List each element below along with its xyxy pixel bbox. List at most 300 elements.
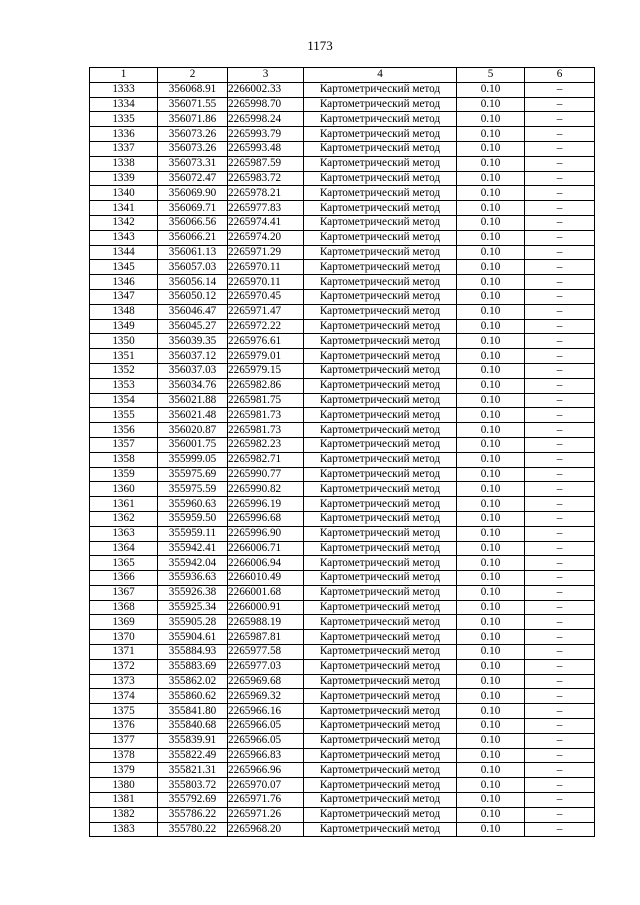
method-cell: Картометрический метод	[304, 82, 457, 97]
point-number-cell: 1335	[90, 112, 158, 127]
note-cell: –	[525, 423, 595, 438]
y-coordinate-cell: 2265998.70	[228, 97, 304, 112]
table-row	[90, 363, 595, 378]
table-row	[90, 408, 595, 423]
note-cell: –	[525, 719, 595, 734]
y-coordinate-cell: 2266001.68	[228, 585, 304, 600]
point-number-cell: 1378	[90, 748, 158, 763]
note-cell: –	[525, 615, 595, 630]
method-cell: Картометрический метод	[304, 393, 457, 408]
method-cell: Картометрический метод	[304, 733, 457, 748]
table-row	[90, 600, 595, 615]
accuracy-cell: 0.10	[457, 186, 525, 201]
x-coordinate-cell: 356021.88	[158, 393, 228, 408]
method-cell: Картометрический метод	[304, 600, 457, 615]
note-cell: –	[525, 112, 595, 127]
x-coordinate-cell: 356069.90	[158, 186, 228, 201]
y-coordinate-cell: 2265993.79	[228, 127, 304, 142]
note-cell: –	[525, 275, 595, 290]
y-coordinate-cell: 2265977.03	[228, 659, 304, 674]
x-coordinate-cell: 355925.34	[158, 600, 228, 615]
method-cell: Картометрический метод	[304, 585, 457, 600]
point-number-cell: 1364	[90, 541, 158, 556]
x-coordinate-cell: 356020.87	[158, 423, 228, 438]
method-cell: Картометрический метод	[304, 452, 457, 467]
table-row	[90, 156, 595, 171]
note-cell: –	[525, 556, 595, 571]
note-cell: –	[525, 127, 595, 142]
accuracy-cell: 0.10	[457, 615, 525, 630]
x-coordinate-cell: 355975.69	[158, 467, 228, 482]
point-number-cell: 1350	[90, 334, 158, 349]
accuracy-cell: 0.10	[457, 793, 525, 808]
table-row	[90, 733, 595, 748]
table-row	[90, 423, 595, 438]
accuracy-cell: 0.10	[457, 541, 525, 556]
x-coordinate-cell: 355792.69	[158, 793, 228, 808]
method-cell: Картометрический метод	[304, 334, 457, 349]
accuracy-cell: 0.10	[457, 600, 525, 615]
x-coordinate-cell: 356071.55	[158, 97, 228, 112]
table-row	[90, 704, 595, 719]
point-number-cell: 1374	[90, 689, 158, 704]
x-coordinate-cell: 356066.56	[158, 215, 228, 230]
table-body	[90, 82, 595, 837]
y-coordinate-cell: 2265970.11	[228, 260, 304, 275]
accuracy-cell: 0.10	[457, 245, 525, 260]
accuracy-cell: 0.10	[457, 763, 525, 778]
point-number-cell: 1347	[90, 289, 158, 304]
y-coordinate-cell: 2265996.90	[228, 526, 304, 541]
point-number-cell: 1338	[90, 156, 158, 171]
accuracy-cell: 0.10	[457, 423, 525, 438]
point-number-cell: 1354	[90, 393, 158, 408]
method-cell: Картометрический метод	[304, 171, 457, 186]
accuracy-cell: 0.10	[457, 408, 525, 423]
note-cell: –	[525, 763, 595, 778]
point-number-cell: 1381	[90, 793, 158, 808]
x-coordinate-cell: 356057.03	[158, 260, 228, 275]
accuracy-cell: 0.10	[457, 437, 525, 452]
y-coordinate-cell: 2265968.20	[228, 822, 304, 837]
table-row	[90, 171, 595, 186]
note-cell: –	[525, 659, 595, 674]
method-cell: Картометрический метод	[304, 141, 457, 156]
point-number-cell: 1375	[90, 704, 158, 719]
note-cell: –	[525, 363, 595, 378]
method-cell: Картометрический метод	[304, 526, 457, 541]
y-coordinate-cell: 2265978.21	[228, 186, 304, 201]
point-number-cell: 1345	[90, 260, 158, 275]
table-row	[90, 319, 595, 334]
point-number-cell: 1343	[90, 230, 158, 245]
method-cell: Картометрический метод	[304, 778, 457, 793]
x-coordinate-cell: 355884.93	[158, 645, 228, 660]
accuracy-cell: 0.10	[457, 319, 525, 334]
x-coordinate-cell: 356037.03	[158, 363, 228, 378]
y-coordinate-cell: 2265987.59	[228, 156, 304, 171]
method-cell: Картометрический метод	[304, 215, 457, 230]
point-number-cell: 1339	[90, 171, 158, 186]
x-coordinate-cell: 356071.86	[158, 112, 228, 127]
point-number-cell: 1336	[90, 127, 158, 142]
note-cell: –	[525, 674, 595, 689]
accuracy-cell: 0.10	[457, 822, 525, 837]
y-coordinate-cell: 2265966.05	[228, 719, 304, 734]
note-cell: –	[525, 467, 595, 482]
table-row	[90, 526, 595, 541]
table-row	[90, 437, 595, 452]
y-coordinate-cell: 2265970.11	[228, 275, 304, 290]
point-number-cell: 1367	[90, 585, 158, 600]
y-coordinate-cell: 2265981.73	[228, 408, 304, 423]
accuracy-cell: 0.10	[457, 349, 525, 364]
point-number-cell: 1366	[90, 571, 158, 586]
table-row	[90, 304, 595, 319]
accuracy-cell: 0.10	[457, 112, 525, 127]
point-number-cell: 1334	[90, 97, 158, 112]
x-coordinate-cell: 355780.22	[158, 822, 228, 837]
y-coordinate-cell: 2265966.83	[228, 748, 304, 763]
table-row	[90, 201, 595, 216]
accuracy-cell: 0.10	[457, 378, 525, 393]
note-cell: –	[525, 689, 595, 704]
method-cell: Картометрический метод	[304, 571, 457, 586]
accuracy-cell: 0.10	[457, 807, 525, 822]
y-coordinate-cell: 2266006.71	[228, 541, 304, 556]
y-coordinate-cell: 2266006.94	[228, 556, 304, 571]
accuracy-cell: 0.10	[457, 127, 525, 142]
accuracy-cell: 0.10	[457, 659, 525, 674]
point-number-cell: 1383	[90, 822, 158, 837]
note-cell: –	[525, 156, 595, 171]
method-cell: Картометрический метод	[304, 230, 457, 245]
y-coordinate-cell: 2265979.01	[228, 349, 304, 364]
accuracy-cell: 0.10	[457, 230, 525, 245]
accuracy-cell: 0.10	[457, 497, 525, 512]
method-cell: Картометрический метод	[304, 437, 457, 452]
point-number-cell: 1342	[90, 215, 158, 230]
method-cell: Картометрический метод	[304, 748, 457, 763]
x-coordinate-cell: 356066.21	[158, 230, 228, 245]
point-number-cell: 1341	[90, 201, 158, 216]
accuracy-cell: 0.10	[457, 704, 525, 719]
x-coordinate-cell: 356073.26	[158, 127, 228, 142]
method-cell: Картометрический метод	[304, 186, 457, 201]
point-number-cell: 1380	[90, 778, 158, 793]
note-cell: –	[525, 704, 595, 719]
note-cell: –	[525, 245, 595, 260]
point-number-cell: 1360	[90, 482, 158, 497]
x-coordinate-cell: 356050.12	[158, 289, 228, 304]
point-number-cell: 1368	[90, 600, 158, 615]
x-coordinate-cell: 356021.48	[158, 408, 228, 423]
note-cell: –	[525, 571, 595, 586]
point-number-cell: 1361	[90, 497, 158, 512]
note-cell: –	[525, 482, 595, 497]
x-coordinate-cell: 355905.28	[158, 615, 228, 630]
method-cell: Картометрический метод	[304, 304, 457, 319]
table-row	[90, 748, 595, 763]
x-coordinate-cell: 356039.35	[158, 334, 228, 349]
x-coordinate-cell: 355841.80	[158, 704, 228, 719]
method-cell: Картометрический метод	[304, 556, 457, 571]
y-coordinate-cell: 2265969.32	[228, 689, 304, 704]
note-cell: –	[525, 378, 595, 393]
y-coordinate-cell: 2265981.75	[228, 393, 304, 408]
table-row	[90, 571, 595, 586]
y-coordinate-cell: 2265971.47	[228, 304, 304, 319]
x-coordinate-cell: 356061.13	[158, 245, 228, 260]
table-row	[90, 393, 595, 408]
table-row	[90, 778, 595, 793]
table-row	[90, 127, 595, 142]
note-cell: –	[525, 526, 595, 541]
point-number-cell: 1333	[90, 82, 158, 97]
note-cell: –	[525, 141, 595, 156]
note-cell: –	[525, 97, 595, 112]
method-cell: Картометрический метод	[304, 201, 457, 216]
x-coordinate-cell: 355942.41	[158, 541, 228, 556]
point-number-cell: 1358	[90, 452, 158, 467]
note-cell: –	[525, 437, 595, 452]
method-cell: Картометрический метод	[304, 378, 457, 393]
x-coordinate-cell: 355821.31	[158, 763, 228, 778]
table-row	[90, 659, 595, 674]
table-row	[90, 260, 595, 275]
note-cell: –	[525, 289, 595, 304]
note-cell: –	[525, 215, 595, 230]
y-coordinate-cell: 2265970.45	[228, 289, 304, 304]
table-row	[90, 112, 595, 127]
method-cell: Картометрический метод	[304, 807, 457, 822]
point-number-cell: 1344	[90, 245, 158, 260]
x-coordinate-cell: 356037.12	[158, 349, 228, 364]
y-coordinate-cell: 2265969.68	[228, 674, 304, 689]
x-coordinate-cell: 355936.63	[158, 571, 228, 586]
table-row	[90, 482, 595, 497]
x-coordinate-cell: 356073.31	[158, 156, 228, 171]
table-row	[90, 630, 595, 645]
note-cell: –	[525, 497, 595, 512]
y-coordinate-cell: 2265982.86	[228, 378, 304, 393]
table-row	[90, 793, 595, 808]
point-number-cell: 1369	[90, 615, 158, 630]
point-number-cell: 1349	[90, 319, 158, 334]
note-cell: –	[525, 260, 595, 275]
y-coordinate-cell: 2265988.19	[228, 615, 304, 630]
accuracy-cell: 0.10	[457, 82, 525, 97]
y-coordinate-cell: 2265993.48	[228, 141, 304, 156]
method-cell: Картометрический метод	[304, 689, 457, 704]
point-number-cell: 1356	[90, 423, 158, 438]
table-row	[90, 186, 595, 201]
point-number-cell: 1371	[90, 645, 158, 660]
header-col-6: 6	[525, 68, 595, 83]
header-col-4: 4	[304, 68, 457, 83]
table-row	[90, 674, 595, 689]
method-cell: Картометрический метод	[304, 97, 457, 112]
method-cell: Картометрический метод	[304, 260, 457, 275]
y-coordinate-cell: 2266010.49	[228, 571, 304, 586]
accuracy-cell: 0.10	[457, 363, 525, 378]
point-number-cell: 1373	[90, 674, 158, 689]
table-row	[90, 556, 595, 571]
x-coordinate-cell: 356034.76	[158, 378, 228, 393]
x-coordinate-cell: 355926.38	[158, 585, 228, 600]
method-cell: Картометрический метод	[304, 319, 457, 334]
y-coordinate-cell: 2265979.15	[228, 363, 304, 378]
x-coordinate-cell: 355786.22	[158, 807, 228, 822]
method-cell: Картометрический метод	[304, 674, 457, 689]
x-coordinate-cell: 355999.05	[158, 452, 228, 467]
y-coordinate-cell: 2265974.41	[228, 215, 304, 230]
accuracy-cell: 0.10	[457, 334, 525, 349]
y-coordinate-cell: 2265990.82	[228, 482, 304, 497]
y-coordinate-cell: 2265976.61	[228, 334, 304, 349]
note-cell: –	[525, 585, 595, 600]
x-coordinate-cell: 355862.02	[158, 674, 228, 689]
point-number-cell: 1340	[90, 186, 158, 201]
coordinates-table	[89, 67, 595, 837]
x-coordinate-cell: 355942.04	[158, 556, 228, 571]
table-row	[90, 289, 595, 304]
point-number-cell: 1370	[90, 630, 158, 645]
x-coordinate-cell: 355959.50	[158, 511, 228, 526]
table-row	[90, 82, 595, 97]
note-cell: –	[525, 541, 595, 556]
table-row	[90, 378, 595, 393]
method-cell: Картометрический метод	[304, 408, 457, 423]
accuracy-cell: 0.10	[457, 585, 525, 600]
point-number-cell: 1363	[90, 526, 158, 541]
table-row	[90, 497, 595, 512]
method-cell: Картометрический метод	[304, 541, 457, 556]
point-number-cell: 1377	[90, 733, 158, 748]
y-coordinate-cell: 2265977.83	[228, 201, 304, 216]
note-cell: –	[525, 230, 595, 245]
accuracy-cell: 0.10	[457, 748, 525, 763]
y-coordinate-cell: 2265971.29	[228, 245, 304, 260]
x-coordinate-cell: 355904.61	[158, 630, 228, 645]
accuracy-cell: 0.10	[457, 482, 525, 497]
note-cell: –	[525, 393, 595, 408]
y-coordinate-cell: 2265971.76	[228, 793, 304, 808]
accuracy-cell: 0.10	[457, 97, 525, 112]
point-number-cell: 1346	[90, 275, 158, 290]
table-row	[90, 541, 595, 556]
x-coordinate-cell: 356056.14	[158, 275, 228, 290]
point-number-cell: 1357	[90, 437, 158, 452]
accuracy-cell: 0.10	[457, 571, 525, 586]
table-row	[90, 719, 595, 734]
y-coordinate-cell: 2265977.58	[228, 645, 304, 660]
x-coordinate-cell: 355822.49	[158, 748, 228, 763]
x-coordinate-cell: 356068.91	[158, 82, 228, 97]
header-col-5: 5	[457, 68, 525, 83]
note-cell: –	[525, 733, 595, 748]
point-number-cell: 1337	[90, 141, 158, 156]
point-number-cell: 1382	[90, 807, 158, 822]
y-coordinate-cell: 2265966.96	[228, 763, 304, 778]
accuracy-cell: 0.10	[457, 778, 525, 793]
y-coordinate-cell: 2265990.77	[228, 467, 304, 482]
accuracy-cell: 0.10	[457, 215, 525, 230]
y-coordinate-cell: 2265998.24	[228, 112, 304, 127]
note-cell: –	[525, 807, 595, 822]
point-number-cell: 1355	[90, 408, 158, 423]
accuracy-cell: 0.10	[457, 201, 525, 216]
method-cell: Картометрический метод	[304, 112, 457, 127]
y-coordinate-cell: 2265983.72	[228, 171, 304, 186]
accuracy-cell: 0.10	[457, 393, 525, 408]
method-cell: Картометрический метод	[304, 719, 457, 734]
accuracy-cell: 0.10	[457, 452, 525, 467]
accuracy-cell: 0.10	[457, 526, 525, 541]
x-coordinate-cell: 355883.69	[158, 659, 228, 674]
accuracy-cell: 0.10	[457, 141, 525, 156]
method-cell: Картометрический метод	[304, 763, 457, 778]
y-coordinate-cell: 2265974.20	[228, 230, 304, 245]
method-cell: Картометрический метод	[304, 423, 457, 438]
y-coordinate-cell: 2265966.16	[228, 704, 304, 719]
y-coordinate-cell: 2265966.05	[228, 733, 304, 748]
point-number-cell: 1348	[90, 304, 158, 319]
note-cell: –	[525, 319, 595, 334]
y-coordinate-cell: 2265987.81	[228, 630, 304, 645]
note-cell: –	[525, 793, 595, 808]
note-cell: –	[525, 349, 595, 364]
method-cell: Картометрический метод	[304, 467, 457, 482]
method-cell: Картометрический метод	[304, 793, 457, 808]
page-number: 1173	[307, 38, 333, 53]
method-cell: Картометрический метод	[304, 156, 457, 171]
accuracy-cell: 0.10	[457, 733, 525, 748]
method-cell: Картометрический метод	[304, 645, 457, 660]
table-row	[90, 822, 595, 837]
method-cell: Картометрический метод	[304, 511, 457, 526]
note-cell: –	[525, 82, 595, 97]
table-row	[90, 689, 595, 704]
accuracy-cell: 0.10	[457, 289, 525, 304]
x-coordinate-cell: 355959.11	[158, 526, 228, 541]
x-coordinate-cell: 356001.75	[158, 437, 228, 452]
y-coordinate-cell: 2265971.26	[228, 807, 304, 822]
table-row	[90, 97, 595, 112]
y-coordinate-cell: 2265996.68	[228, 511, 304, 526]
accuracy-cell: 0.10	[457, 689, 525, 704]
point-number-cell: 1351	[90, 349, 158, 364]
accuracy-cell: 0.10	[457, 260, 525, 275]
note-cell: –	[525, 408, 595, 423]
y-coordinate-cell: 2266002.33	[228, 82, 304, 97]
table-row	[90, 141, 595, 156]
note-cell: –	[525, 201, 595, 216]
accuracy-cell: 0.10	[457, 630, 525, 645]
table-row	[90, 215, 595, 230]
y-coordinate-cell: 2265982.23	[228, 437, 304, 452]
accuracy-cell: 0.10	[457, 556, 525, 571]
accuracy-cell: 0.10	[457, 275, 525, 290]
accuracy-cell: 0.10	[457, 171, 525, 186]
accuracy-cell: 0.10	[457, 467, 525, 482]
note-cell: –	[525, 171, 595, 186]
table-row	[90, 763, 595, 778]
accuracy-cell: 0.10	[457, 674, 525, 689]
method-cell: Картометрический метод	[304, 615, 457, 630]
method-cell: Картометрический метод	[304, 482, 457, 497]
table-row	[90, 349, 595, 364]
